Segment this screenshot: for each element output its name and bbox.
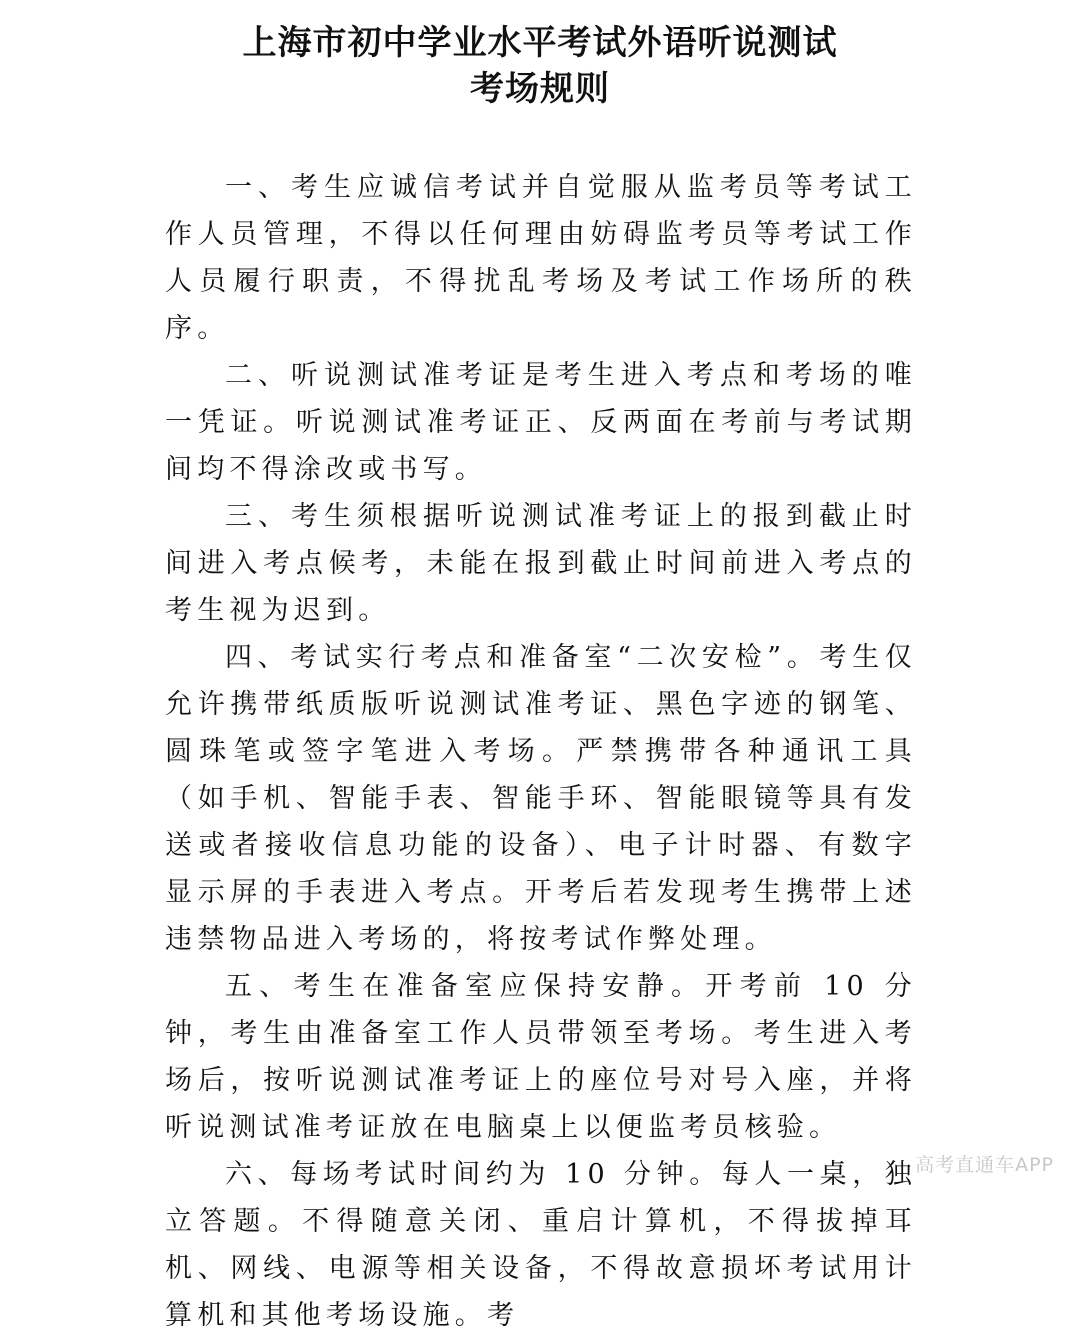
document-body (165, 164, 917, 1339)
document-subtitle: 考场规则 (470, 69, 610, 109)
rule-paragraph-6: 六、每场考试时间约为 10 分钟。每人一桌，独立答题。不得随意关闭、重启计算机，不得拔掉耳机、网线、电源等相关设备，不得故意损坏考试用计算机和其他考场设施。考 (165, 1159, 917, 1331)
watermark: 高考直通车APP (915, 1154, 1054, 1176)
rule-paragraph-2: 二、听说测试准考证是考生进入考点和考场的唯一凭证。听说测试准考证正、反两面在考前与考试期间均不得涂改或书写。 (165, 360, 917, 485)
document-title: 上海市初中学业水平考试外语听说测试 (242, 23, 838, 63)
rule-paragraph-3: 三、考生须根据听说测试准考证上的报到截止时间进入考点候考，未能在报到截止时间前进入考点的考生视为迟到。 (165, 501, 917, 626)
rule-paragraph-1: 一、考生应诚信考试并自觉服从监考员等考试工作人员管理，不得以任何理由妨碍监考员等考试工作人员履行职责，不得扰乱考场及考试工作场所的秩序。 (165, 172, 917, 344)
rule-paragraph-4: 四、考试实行考点和准备室“二次安检”。考生仅允许携带纸质版听说测试准考证、黑色字迹的钢笔、圆珠笔或签字笔进入考场。严禁携带各种通讯工具（如手机、智能手表、智能手环、智能眼镜等具有发送或者接收信息功能的设备）、电子计时器、有数字显示屏的手表进入考点。开考后若发现考生携带上述违禁物品进入考场的，将按考试作弊处理。 (165, 642, 917, 955)
rule-paragraph-5: 五、考生在准备室应保持安静。开考前 10 分钟，考生由准备室工作人员带领至考场。考生进入考场后，按听说测试准考证上的座位号对号入座，并将听说测试准考证放在电脑桌上以便监考员核验。 (165, 971, 917, 1143)
